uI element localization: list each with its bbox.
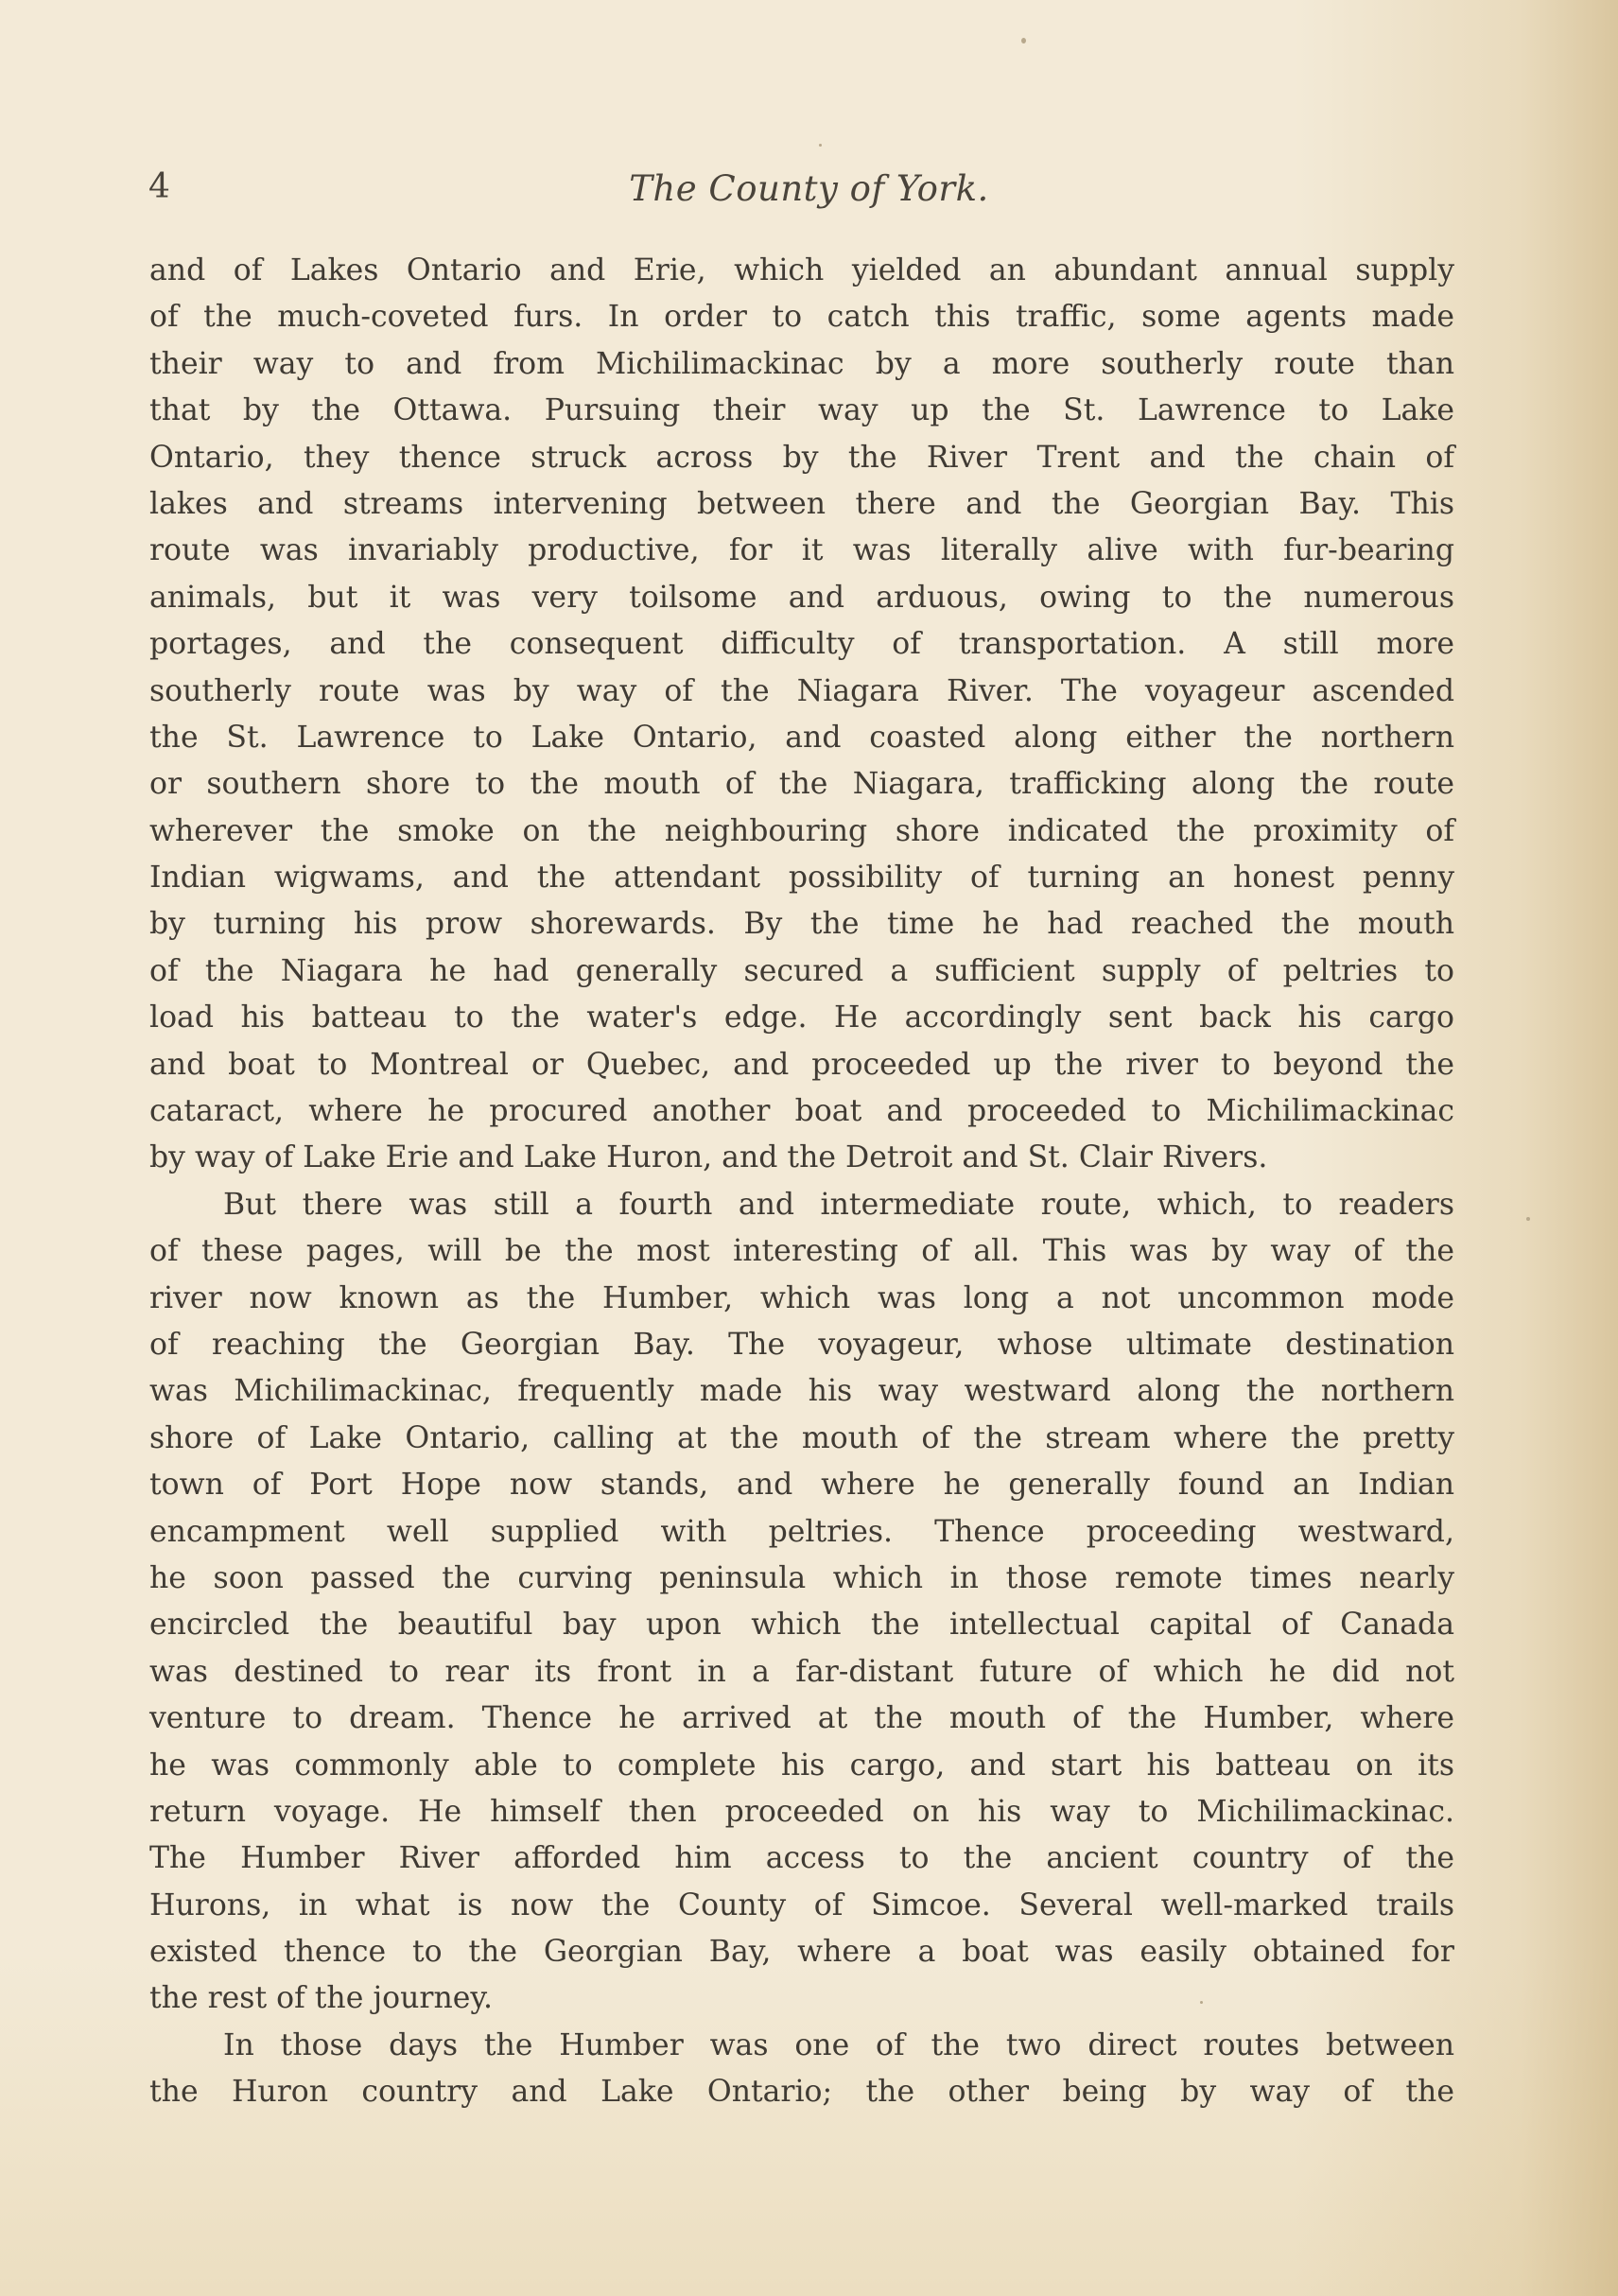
text-line: by way of Lake Erie and Lake Huron, and the Detroit and St. Clair Rivers. bbox=[149, 1140, 1268, 1175]
text-line: portages, and the consequent difficulty of transportation. A still more bbox=[149, 627, 1454, 662]
paper-speck bbox=[1526, 1217, 1530, 1221]
body-text bbox=[149, 248, 1454, 2116]
text-line: was destined to rear its front in a far-distant future of which he did not bbox=[149, 1654, 1454, 1689]
paper-speck bbox=[1021, 38, 1026, 43]
text-line: river now known as the Humber, which was long a not uncommon mode bbox=[149, 1280, 1454, 1315]
paper-speck bbox=[1200, 2001, 1203, 2004]
text-line: shore of Lake Ontario, calling at the mouth of the stream where the pretty bbox=[149, 1420, 1454, 1455]
paragraph-1 bbox=[149, 248, 1454, 1182]
text-line: southerly route was by way of the Niagara River. The voyageur ascended bbox=[149, 673, 1454, 708]
text-line: of these pages, will be the most interesting of all. This was by way of the bbox=[149, 1234, 1454, 1269]
text-line: existed thence to the Georgian Bay, where a boat was easily obtained for bbox=[149, 1935, 1454, 1970]
text-line: encircled the beautiful bay upon which the intellectual capital of Canada bbox=[149, 1608, 1454, 1643]
text-line: Hurons, in what is now the County of Simcoe. Several well-marked trails bbox=[149, 1887, 1454, 1922]
text-line: wherever the smoke on the neighbouring shore indicated the proximity of bbox=[149, 813, 1454, 848]
text-line: was Michilimackinac, frequently made his way westward along the northern bbox=[149, 1374, 1454, 1409]
text-line: the rest of the journey. bbox=[149, 1981, 494, 2016]
text-line: But there was still a fourth and intermediate route, which, to readers bbox=[223, 1187, 1454, 1222]
text-line: Ontario, they thence struck across by the River Trent and the chain of bbox=[149, 440, 1454, 475]
text-line: venture to dream. Thence he arrived at the mouth of the Humber, where bbox=[149, 1701, 1454, 1736]
text-line: he was commonly able to complete his cargo, and start his batteau on its bbox=[149, 1748, 1454, 1783]
text-line: return voyage. He himself then proceeded on his way to Michilimackinac. bbox=[149, 1794, 1454, 1829]
text-line: of reaching the Georgian Bay. The voyageur, whose ultimate destination bbox=[149, 1327, 1454, 1362]
text-line: and boat to Montreal or Quebec, and proceeded up the river to beyond the bbox=[149, 1047, 1454, 1082]
text-line: the St. Lawrence to Lake Ontario, and coasted along either the northern bbox=[149, 720, 1454, 755]
text-line: and of Lakes Ontario and Erie, which yielded an abundant annual supply bbox=[149, 253, 1454, 287]
text-line: load his batteau to the water's edge. He accordingly sent back his cargo bbox=[149, 1000, 1454, 1035]
text-line: cataract, where he procured another boat and proceeded to Michilimackinac bbox=[149, 1094, 1454, 1129]
text-line: he soon passed the curving peninsula which in those remote times nearly bbox=[149, 1560, 1454, 1595]
paper-speck bbox=[819, 144, 822, 147]
text-line: encampment well supplied with peltries. Thence proceeding westward, bbox=[149, 1514, 1454, 1549]
text-line: town of Port Hope now stands, and where he generally found an Indian bbox=[149, 1468, 1454, 1503]
text-line: In those days the Humber was one of the two direct routes between bbox=[223, 2027, 1454, 2062]
text-line: animals, but it was very toilsome and arduous, owing to the numerous bbox=[149, 580, 1454, 615]
text-line: of the Niagara he had generally secured a sufficient supply of peltries to bbox=[149, 953, 1454, 988]
text-line: lakes and streams intervening between there and the Georgian Bay. This bbox=[149, 486, 1454, 521]
text-line: route was invariably productive, for it was literally alive with fur-bearing bbox=[149, 533, 1454, 568]
text-line: or southern shore to the mouth of the Niagara, trafficking along the route bbox=[149, 767, 1454, 802]
text-line: by turning his prow shorewards. By the time he had reached the mouth bbox=[149, 907, 1454, 942]
text-line: Indian wigwams, and the attendant possibility of turning an honest penny bbox=[149, 861, 1454, 896]
running-title: The County of York. bbox=[629, 168, 989, 209]
text-line: of the much-coveted furs. In order to catch this traffic, some agents made bbox=[149, 300, 1454, 335]
text-line: the Huron country and Lake Ontario; the other being by way of the bbox=[149, 2075, 1454, 2110]
page-number: 4 bbox=[148, 167, 170, 206]
text-line: The Humber River afforded him access to the ancient country of the bbox=[149, 1841, 1454, 1876]
paragraph-3 bbox=[149, 2023, 1454, 2116]
paragraph-2 bbox=[149, 1182, 1454, 2023]
text-line: that by the Ottawa. Pursuing their way up the St. Lawrence to Lake bbox=[149, 393, 1454, 428]
text-line: their way to and from Michilimackinac by a more southerly route than bbox=[149, 346, 1454, 381]
